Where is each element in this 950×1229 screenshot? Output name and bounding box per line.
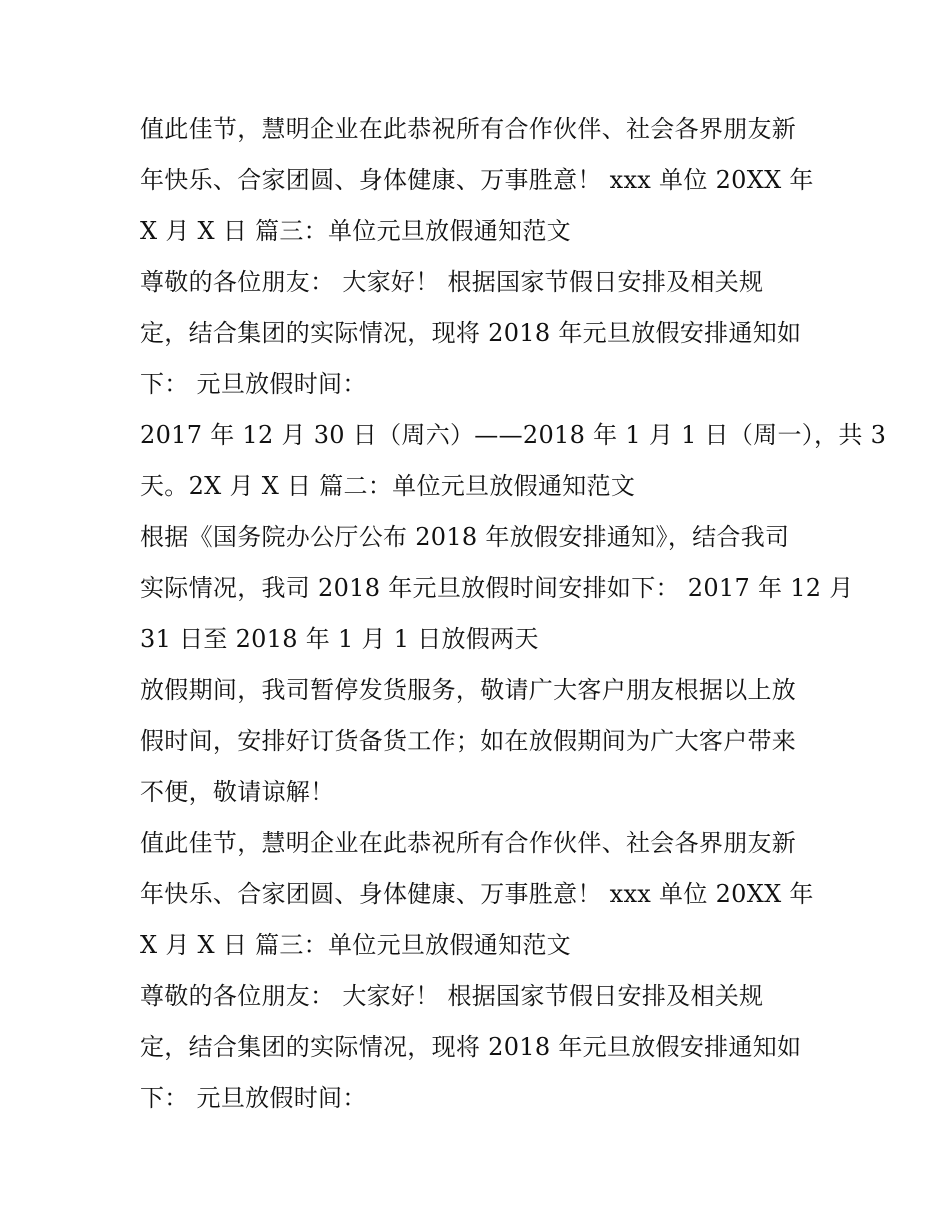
document-body bbox=[140, 104, 887, 1124]
text-line: 天。2X 月 X 日 篇二：单位元旦放假通知范文 bbox=[140, 472, 636, 500]
text-line: 尊敬的各位朋友： 大家好！ 根据国家节假日安排及相关规 bbox=[140, 982, 764, 1010]
text-line: 实际情况，我司 2018 年元旦放假时间安排如下： 2017 年 12 月 bbox=[140, 574, 854, 602]
text-line: X 月 X 日 篇三：单位元旦放假通知范文 bbox=[140, 931, 571, 959]
text-line: X 月 X 日 篇三：单位元旦放假通知范文 bbox=[140, 217, 571, 245]
text-line: 下： 元旦放假时间： bbox=[140, 1084, 367, 1112]
text-line: 年快乐、合家团圆、身体健康、万事胜意！ xxx 单位 20XX 年 bbox=[140, 880, 814, 908]
text-line: 值此佳节，慧明企业在此恭祝所有合作伙伴、社会各界朋友新 bbox=[140, 829, 797, 857]
text-line: 假时间，安排好订货备货工作；如在放假期间为广大客户带来 bbox=[140, 727, 797, 755]
text-line: 不便，敬请谅解！ bbox=[140, 778, 335, 806]
text-line: 下： 元旦放假时间： bbox=[140, 370, 367, 398]
text-line: 尊敬的各位朋友： 大家好！ 根据国家节假日安排及相关规 bbox=[140, 268, 764, 296]
text-line: 放假期间，我司暂停发货服务，敬请广大客户朋友根据以上放 bbox=[140, 676, 797, 704]
text-line: 定，结合集团的实际情况，现将 2018 年元旦放假安排通知如 bbox=[140, 319, 802, 347]
text-line: 根据《国务院办公厅公布 2018 年放假安排通知》，结合我司 bbox=[140, 523, 790, 551]
text-line: 值此佳节，慧明企业在此恭祝所有合作伙伴、社会各界朋友新 bbox=[140, 115, 797, 143]
text-line: 年快乐、合家团圆、身体健康、万事胜意！ xxx 单位 20XX 年 bbox=[140, 166, 814, 194]
text-line: 31 日至 2018 年 1 月 1 日放假两天 bbox=[140, 625, 539, 653]
text-line: 2017 年 12 月 30 日（周六）——2018 年 1 月 1 日（周一），共 3 bbox=[140, 421, 887, 449]
text-line: 定，结合集团的实际情况，现将 2018 年元旦放假安排通知如 bbox=[140, 1033, 802, 1061]
